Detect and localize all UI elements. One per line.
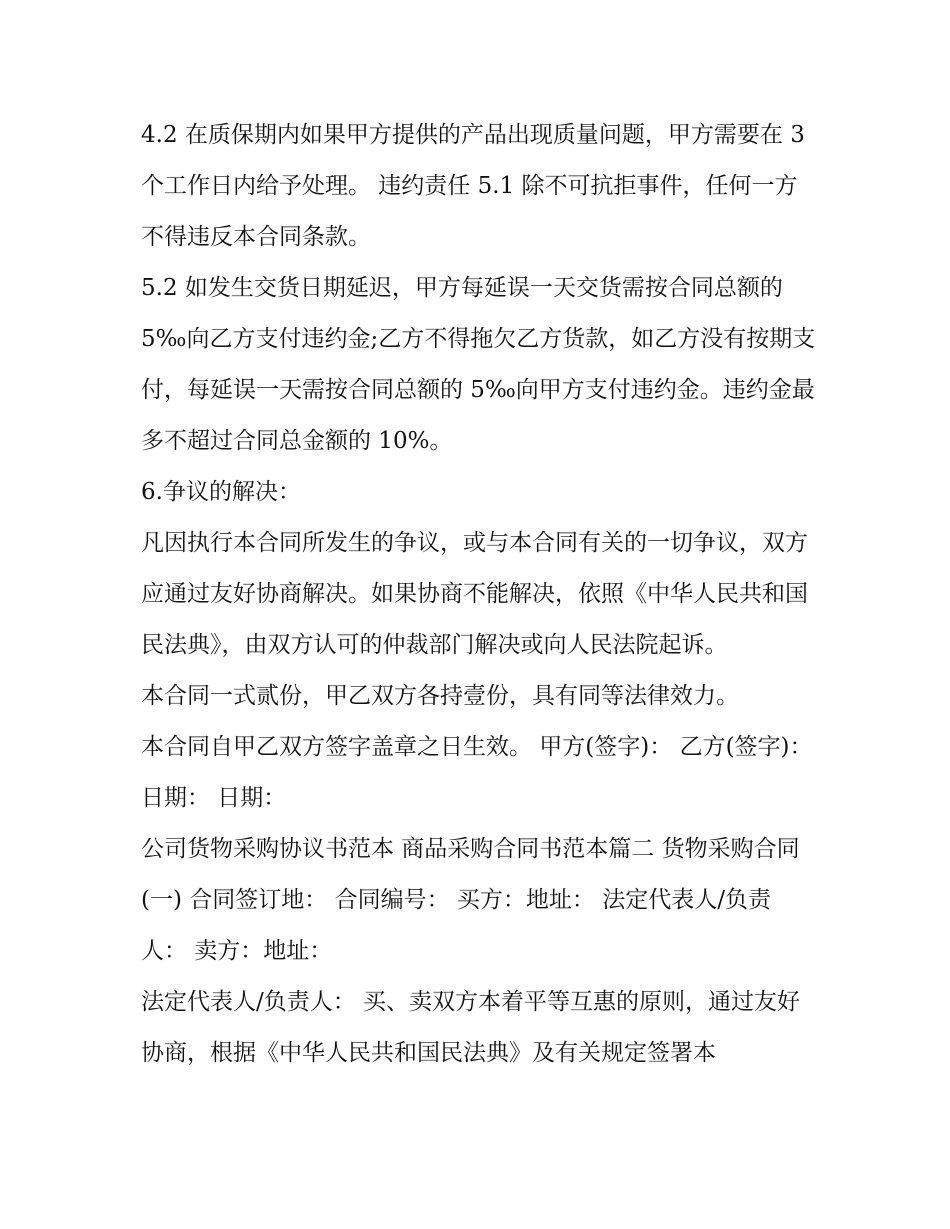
paragraph-signatures: 本合同自甲乙双方签字盖章之日生效。 甲方(签字)： 乙方(签字)： 日期： 日期：	[141, 734, 813, 811]
paragraph-copies: 本合同一式贰份，甲乙双方各持壹份，具有同等法律效力。	[141, 683, 739, 709]
paragraph-warranty-and-breach: 4.2 在质保期内如果甲方提供的产品出现质量问题，甲方需要在 3 个工作日内给予处理。 违约责任 5.1 除不可抗拒事件，任何一方不得违反本合同条款。	[141, 122, 805, 250]
paragraph-delay-penalty: 5.2 如发生交货日期延迟，甲方每延误一天交货需按合同总额的 5‰向乙方支付违约金;乙方不得拖欠乙方货款，如乙方没有按期支付，每延误一天需按合同总额的 5‰向甲方支付违约金。违约金最多不超过合同总金额的 10%。	[141, 275, 816, 454]
heading-dispute-resolution: 6.争议的解决：	[141, 479, 301, 505]
document-body	[141, 110, 816, 1079]
paragraph-second-contract-intro: 法定代表人/负责人： 买、卖双方本着平等互惠的原则，通过友好协商，根据《中华人民共和国民法典》及有关规定签署本	[141, 989, 801, 1066]
paragraph-second-contract-header: 公司货物采购协议书范本 商品采购合同书范本篇二 货物采购合同(一) 合同签订地： 合同编号： 买方：地址： 法定代表人/负责人： 卖方：地址：	[141, 836, 800, 964]
paragraph-dispute-resolution: 凡因执行本合同所发生的争议，或与本合同有关的一切争议，双方应通过友好协商解决。如果协商不能解决，依照《中华人民共和国民法典》，由双方认可的仲裁部门解决或向人民法院起诉。	[141, 530, 808, 658]
